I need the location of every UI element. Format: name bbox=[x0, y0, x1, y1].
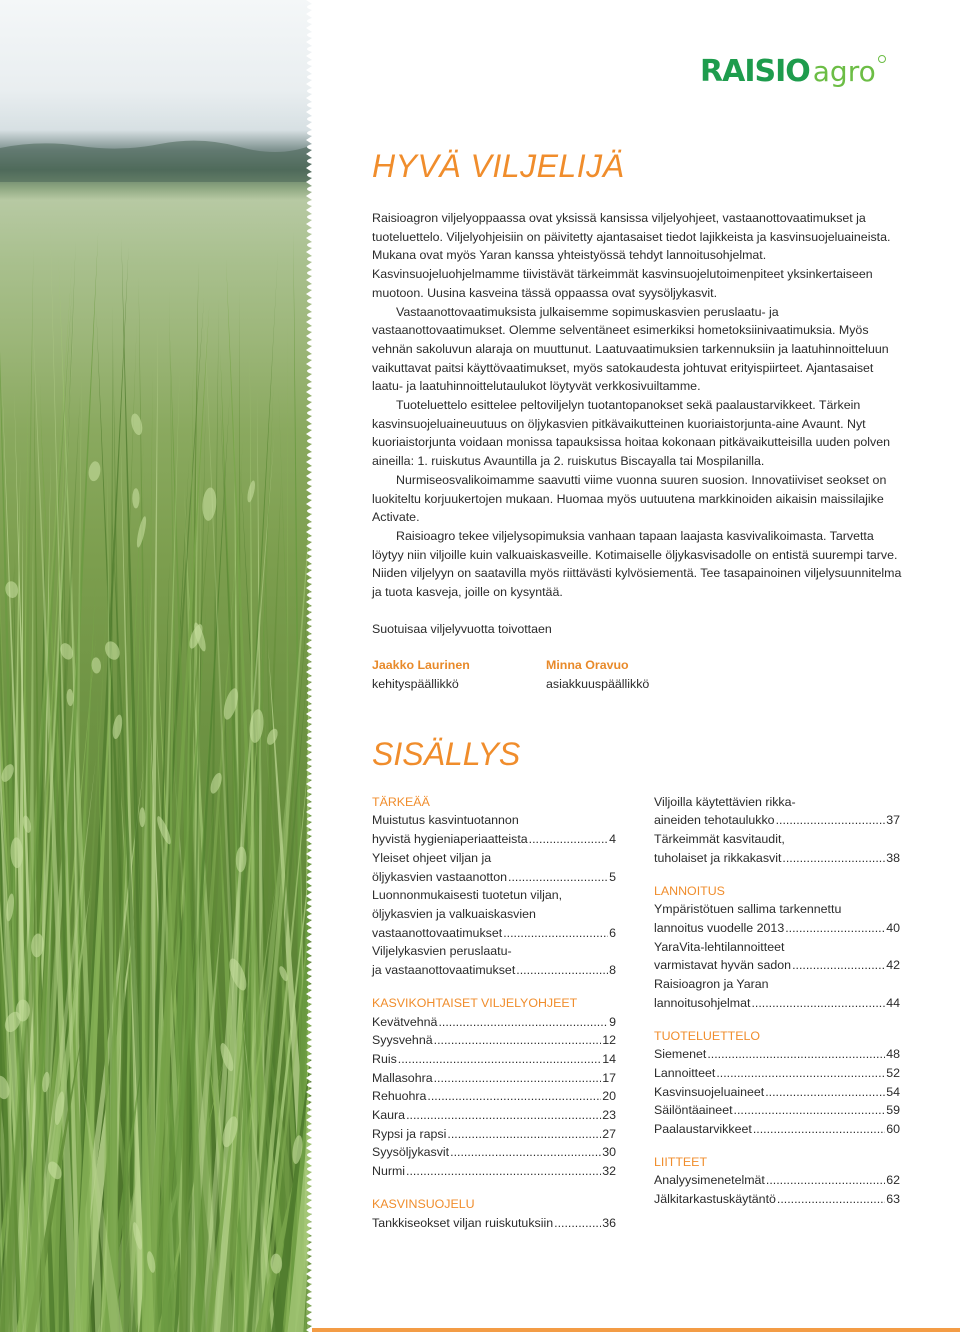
toc-page-number: 60 bbox=[886, 1122, 900, 1137]
toc-entry[interactable] bbox=[654, 1045, 900, 1064]
toc-entry[interactable] bbox=[372, 868, 616, 887]
toc-entry-line: Luonnonmukaisesti tuotetun viljan, bbox=[372, 888, 563, 903]
toc-leader-dots bbox=[406, 1162, 601, 1181]
toc-page-number: 9 bbox=[609, 1014, 616, 1029]
toc-entry[interactable] bbox=[372, 1050, 616, 1069]
toc-leader-dots bbox=[792, 956, 885, 975]
toc-leader-dots bbox=[785, 919, 885, 938]
toc-entry-title: Kaura bbox=[372, 1108, 406, 1123]
toc-entry[interactable] bbox=[372, 1013, 616, 1032]
toc-leader-dots bbox=[753, 1120, 885, 1139]
signatures bbox=[372, 656, 902, 694]
toc-entry[interactable] bbox=[372, 961, 616, 980]
toc-entry[interactable] bbox=[654, 1101, 900, 1120]
toc-entry-title: Nurmi bbox=[372, 1164, 406, 1179]
toc-leader-dots bbox=[503, 924, 608, 943]
toc-entry[interactable] bbox=[654, 811, 900, 830]
toc-page-number: 5 bbox=[609, 869, 616, 884]
grass-illustration bbox=[0, 0, 312, 1332]
toc-entry-title: Lannoitteet bbox=[654, 1065, 716, 1080]
intro-paragraph: Raisioagron viljelyoppaassa ovat yksissä kansissa viljelyohjeet, vastaanottovaatimukset ja tuoteluettelo. Viljelyohjeisiin on päivitetty ajantasaiset tiedot lajikkeista ja kasvinsuojeluaineista. Mukana ovat myös Yaran kanssa yhteistyössä tehdyt lannoitusohjelmat. Kasvinsuojeluohjelmamme tiivistävät tärkeimmät kasvinsuojelutoimenpiteet yksinkertaiseen muotoon. Uusina kasveina tässä oppaassa ovat syysöljykasvit. bbox=[372, 211, 891, 300]
table-of-contents bbox=[372, 793, 902, 1232]
toc-page-number: 40 bbox=[886, 920, 900, 935]
toc-entry-title: Paalaustarvikkeet bbox=[654, 1122, 752, 1137]
toc-leader-dots bbox=[508, 868, 608, 887]
toc-page-number: 52 bbox=[886, 1065, 900, 1080]
toc-entry[interactable] bbox=[654, 849, 900, 868]
toc-entry-line: öljykasvien ja valkuaiskasvien bbox=[372, 906, 536, 921]
toc-page-number: 14 bbox=[602, 1051, 616, 1066]
toc-leader-dots bbox=[707, 1045, 885, 1064]
toc-entry-title: hyvistä hygieniaperiaatteista bbox=[372, 832, 528, 847]
toc-entry[interactable] bbox=[654, 919, 900, 938]
toc-entry-title: öljykasvien vastaanotton bbox=[372, 869, 508, 884]
toc-page-number: 59 bbox=[886, 1103, 900, 1118]
toc-entry[interactable] bbox=[654, 1064, 900, 1083]
toc-entry[interactable] bbox=[654, 956, 900, 975]
toc-entry[interactable] bbox=[372, 1143, 616, 1162]
toc-entry-title: lannoitus vuodelle 2013 bbox=[654, 920, 785, 935]
toc-entry-line: Muistutus kasvintuotannon bbox=[372, 813, 519, 828]
toc-entry-title: aineiden tehotaulukko bbox=[654, 813, 775, 828]
toc-page-number: 6 bbox=[609, 925, 616, 940]
toc-leader-dots bbox=[782, 849, 885, 868]
raisioagro-logo bbox=[700, 54, 886, 89]
toc-entry-line: YaraVita-lehtilannoitteet bbox=[654, 939, 785, 954]
toc-entry-line: Tärkeimmät kasvitaudit, bbox=[654, 832, 785, 847]
toc-page-number: 54 bbox=[886, 1084, 900, 1099]
closing-text: Suotuisaa viljelyvuotta toivottaen bbox=[372, 621, 552, 636]
toc-leader-dots bbox=[765, 1083, 885, 1102]
toc-leader-dots bbox=[776, 811, 886, 830]
toc-entry-title: Kevätvehnä bbox=[372, 1014, 438, 1029]
toc-page-number: 32 bbox=[602, 1164, 616, 1179]
toc-leader-dots bbox=[450, 1143, 601, 1162]
toc-page-number: 8 bbox=[609, 963, 616, 978]
toc-entry[interactable] bbox=[372, 1214, 616, 1233]
toc-entry[interactable] bbox=[372, 1125, 616, 1144]
toc-page-number: 20 bbox=[602, 1089, 616, 1104]
toc-page-number: 23 bbox=[602, 1108, 616, 1123]
page-title: HYVÄ VILJELIJÄ bbox=[372, 148, 625, 184]
toc-entry[interactable] bbox=[372, 1087, 616, 1106]
toc-section-heading: LANNOITUS bbox=[654, 883, 725, 898]
toc-entry-line: Viljoilla käytettävien rikka- bbox=[654, 794, 796, 809]
toc-leader-dots bbox=[777, 1190, 885, 1209]
signature-name: Jaakko Laurinen bbox=[372, 657, 470, 672]
signature-1 bbox=[372, 656, 546, 694]
intro-paragraph: Vastaanottovaatimuksista julkaisemme sopimuskasvien peruslaatu- ja vastaanottovaatimukset. Olemme selventäneet esimerkiksi hometoksiinivaatimuksia. Myös vehnän sakoluvun alaraja on muuttunut. Laatuvaatimuksien tarkennuksiin ja laatuhinnoitteluun vaikuttavat paitsi käyttövaatimukset, myös satokaudesta johtuvat erityispiirteet. Ajantasaiset laatu- ja laatuhinnoittelutaulukot löytyvät verkkosivuiltamme. bbox=[372, 304, 889, 394]
toc-entry-title: Rehuohra bbox=[372, 1089, 427, 1104]
signature-role: asiakkuuspäällikkö bbox=[546, 676, 650, 691]
toc-leader-dots bbox=[427, 1087, 601, 1106]
toc-entry[interactable] bbox=[372, 830, 616, 849]
bottom-orange-rule bbox=[312, 1328, 960, 1332]
toc-section-heading: TÄRKEÄÄ bbox=[372, 794, 430, 809]
toc-entry-line: Raisioagron ja Yaran bbox=[654, 977, 769, 992]
toc-entry-title: Säilöntäaineet bbox=[654, 1103, 733, 1118]
signature-2 bbox=[546, 656, 720, 694]
toc-entry[interactable] bbox=[372, 1162, 616, 1181]
toc-leader-dots bbox=[434, 1031, 602, 1050]
toc-leader-dots bbox=[751, 994, 885, 1013]
toc-entry[interactable] bbox=[654, 1171, 900, 1190]
toc-entry[interactable] bbox=[654, 1083, 900, 1102]
logo-agro-text: agro bbox=[812, 55, 876, 88]
signature-role: kehityspäällikkö bbox=[372, 676, 459, 691]
toc-leader-dots bbox=[554, 1214, 601, 1233]
toc-entry[interactable] bbox=[372, 1031, 616, 1050]
toc-section-heading: LIITTEET bbox=[654, 1154, 708, 1169]
field-photo bbox=[0, 0, 312, 1332]
toc-entry[interactable] bbox=[372, 1069, 616, 1088]
toc-entry-title: Tankkiseokset viljan ruiskutuksiin bbox=[372, 1215, 554, 1230]
toc-page-number: 42 bbox=[886, 958, 900, 973]
logo-dot-icon bbox=[878, 55, 886, 63]
toc-leader-dots bbox=[516, 961, 608, 980]
toc-leader-dots bbox=[716, 1064, 885, 1083]
toc-entry-title: varmistavat hyvän sadon bbox=[654, 958, 792, 973]
toc-entry-line: Ympäristötuen sallima tarkennettu bbox=[654, 902, 842, 917]
toc-leader-dots bbox=[438, 1013, 608, 1032]
toc-entry-line: Viljelykasvien peruslaatu- bbox=[372, 944, 512, 959]
toc-entry-title: Jälkitarkastuskäytäntö bbox=[654, 1192, 776, 1207]
toc-entry-title: vastaanottovaatimukset bbox=[372, 925, 503, 940]
toc-page-number: 12 bbox=[602, 1033, 616, 1048]
signature-name: Minna Oravuo bbox=[546, 657, 629, 672]
toc-column-left bbox=[372, 793, 616, 1232]
toc-page-number: 37 bbox=[886, 813, 900, 828]
intro-paragraph: Tuoteluettelo esittelee peltoviljelyn tuotantopanokset sekä paalaustarvikkeet. Tärkein kasvinsuojeluaineuutuus on öljykasvien pitkävaikutteinen kuoriaistorjunta-aine Avaunt. Nyt kuoriaistorjunta voidaan monissa tapauksissa hoitaa kokonaan pitkävaikutteisilla uuden polven aineilla: 1. ruiskutus Avauntilla ja 2. ruiskutus Biscayalla tai Mospilanilla. bbox=[372, 398, 890, 469]
toc-entry-title: tuholaiset ja rikkakasvit bbox=[654, 850, 782, 865]
toc-entry-title: Siemenet bbox=[654, 1047, 707, 1062]
toc-entry-title: Syysvehnä bbox=[372, 1033, 433, 1048]
toc-entry[interactable] bbox=[654, 1190, 900, 1209]
toc-entry[interactable] bbox=[372, 1106, 616, 1125]
toc-entry-title: Mallasohra bbox=[372, 1070, 433, 1085]
toc-entry-title: ja vastaanottovaatimukset bbox=[372, 963, 516, 978]
toc-leader-dots bbox=[434, 1069, 602, 1088]
toc-section-heading: KASVINSUOJELU bbox=[372, 1196, 475, 1211]
toc-entry-line: Yleiset ohjeet viljan ja bbox=[372, 850, 492, 865]
toc-column-right bbox=[654, 793, 900, 1232]
toc-leader-dots bbox=[734, 1101, 886, 1120]
toc-page-number: 38 bbox=[886, 850, 900, 865]
toc-leader-dots bbox=[447, 1125, 601, 1144]
toc-leader-dots bbox=[766, 1171, 885, 1190]
toc-page-number: 27 bbox=[602, 1126, 616, 1141]
toc-entry-title: lannoitusohjelmat bbox=[654, 995, 751, 1010]
intro-paragraph: Nurmiseosvalikoimamme saavutti viime vuonna suuren suosion. Innovatiiviset seokset on luokiteltu korjuukertojen mukaan. Huomaa myös uutuutena markkinoiden aikaisin maissilajike Activate. bbox=[372, 472, 887, 525]
main-content bbox=[372, 148, 902, 1232]
toc-entry-title: Syysöljykasvit bbox=[372, 1145, 450, 1160]
toc-entry[interactable] bbox=[654, 1120, 900, 1139]
toc-entry-title: Kasvinsuojeluaineet bbox=[654, 1084, 765, 1099]
toc-entry[interactable] bbox=[372, 924, 616, 943]
toc-entry-title: Analyysimenetelmät bbox=[654, 1173, 765, 1188]
toc-entry-title: Rypsi ja rapsi bbox=[372, 1126, 447, 1141]
toc-page-number: 48 bbox=[886, 1047, 900, 1062]
logo-raisio-text: RAISIO bbox=[700, 54, 810, 89]
toc-leader-dots bbox=[398, 1050, 601, 1069]
toc-entry[interactable] bbox=[654, 994, 900, 1013]
toc-page-number: 63 bbox=[886, 1192, 900, 1207]
toc-page-number: 36 bbox=[602, 1215, 616, 1230]
toc-section-heading: KASVIKOHTAISET VILJELYOHJEET bbox=[372, 995, 578, 1010]
toc-title: SISÄLLYS bbox=[372, 735, 521, 772]
toc-leader-dots bbox=[529, 830, 608, 849]
toc-page-number: 17 bbox=[602, 1070, 616, 1085]
toc-page-number: 30 bbox=[602, 1145, 616, 1160]
toc-leader-dots bbox=[406, 1106, 601, 1125]
deckle-edge bbox=[298, 0, 318, 1332]
intro-text bbox=[372, 209, 902, 602]
toc-page-number: 44 bbox=[886, 995, 900, 1010]
toc-page-number: 4 bbox=[609, 832, 616, 847]
toc-entry-title: Ruis bbox=[372, 1051, 397, 1066]
toc-page-number: 62 bbox=[886, 1173, 900, 1188]
intro-paragraph: Raisioagro tekee viljelysopimuksia vanhaan tapaan laajasta kasvivalikoimasta. Tarvetta löytyy niin viljoille kuin valkuaiskasveille. Kotimaiselle öljykasvisadolle on entistä suurempi tarve. Niiden viljelyyn on saatavilla myös riittävästi kylvösiementä. Tee tasapainoinen viljelysuunnitelma ja tuota kasveja, joille on kysyntää. bbox=[372, 528, 902, 600]
toc-section-heading: TUOTELUETTELO bbox=[654, 1028, 761, 1043]
